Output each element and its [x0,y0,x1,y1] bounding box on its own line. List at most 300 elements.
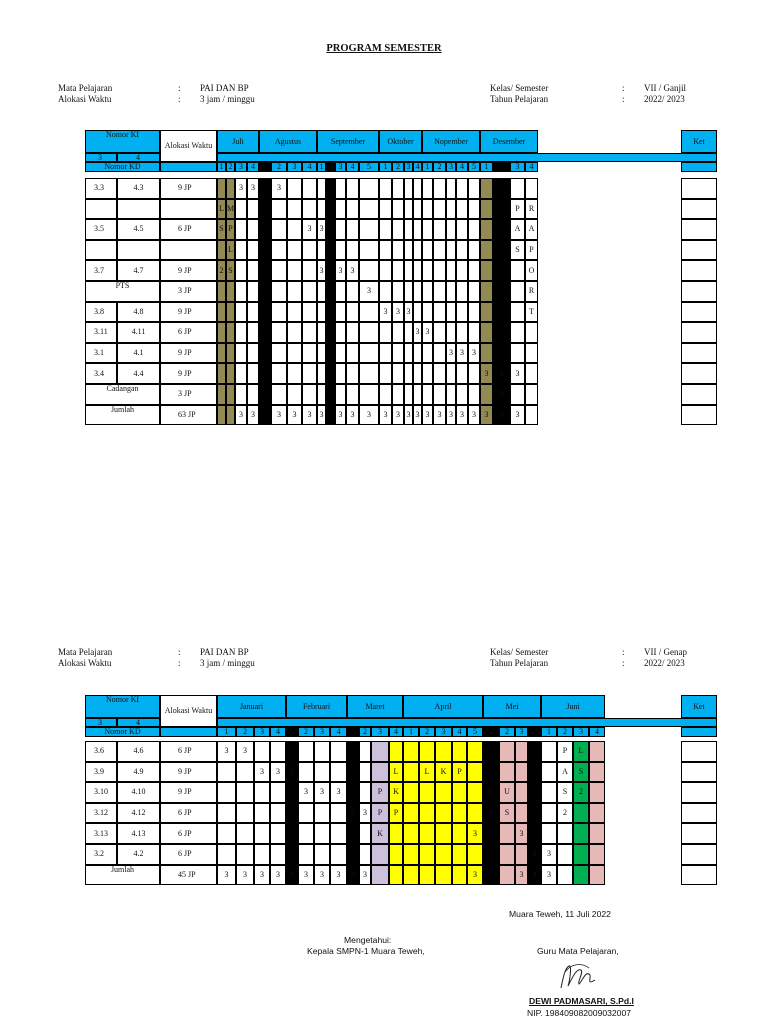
week-cell [270,782,286,803]
week-cell [271,240,287,261]
week-cell [404,322,413,343]
week-number: 2 [499,727,515,737]
jp-value: 45 JP [160,865,217,886]
month-header: Oktober [379,130,422,153]
week-cell [226,405,235,426]
week-cell [302,363,317,384]
week-cell [335,384,346,405]
schedule-mark: P [371,803,389,824]
week-cell [404,178,413,199]
schedule-mark: 3 [298,782,314,803]
week-cell [589,823,605,844]
week-cell [247,322,259,343]
week-number [259,162,271,172]
week-number: 2 [236,727,254,737]
schedule-mark: 3 [235,178,247,199]
week-cell [480,178,493,199]
kd-3: 3.9 [85,762,117,783]
week-cell [217,240,226,261]
schedule-mark: 3 [330,865,347,886]
kd-4 [117,240,160,261]
week-cell [589,803,605,824]
week-cell [483,865,499,886]
kd-4: 4.9 [117,762,160,783]
kd-3 [85,199,117,220]
week-cell [467,741,483,762]
schedule-mark: 3 [347,865,359,886]
week-cell [330,762,347,783]
schedule-mark: 3 [467,865,483,886]
week-cell [483,762,499,783]
week-cell [235,240,247,261]
week-cell [217,343,226,364]
alokasi-value-2: 3 jam / minggu [200,658,255,668]
week-cell [346,219,359,240]
week-cell [433,199,446,220]
week-cell [326,199,335,220]
week-cell [525,405,538,426]
schedule-mark: 3 [247,178,259,199]
week-number: 1 [480,162,493,172]
week-cell [346,281,359,302]
header-blank [160,727,217,737]
week-cell [217,405,226,426]
jp-value: 9 JP [160,363,217,384]
week-cell [510,384,525,405]
week-cell [217,384,226,405]
kd-3 [85,240,117,261]
week-cell [403,762,419,783]
jp-value: 9 JP [160,782,217,803]
label-kelas-1: Kelas/ Semester [490,83,549,93]
header-alokasi: Alokasi Waktu [160,130,217,162]
week-cell [247,240,259,261]
schedule-mark: P [371,782,389,803]
teacher-nip: NIP. 198409082009032007 [527,1008,632,1018]
week-cell [314,803,330,824]
week-cell [247,199,259,220]
week-cell [254,844,270,865]
week-number: 3 [371,727,389,737]
week-cell [259,384,271,405]
schedule-mark: 3 [404,405,413,426]
week-cell [287,384,302,405]
jp-value: 9 JP [160,302,217,323]
week-cell [456,322,468,343]
schedule-mark: S [483,803,499,824]
week-cell [217,823,236,844]
ket-cell [681,219,717,240]
header-nomor-ki: Nomor KI [85,130,160,153]
week-cell [422,240,433,261]
schedule-mark: 3 [317,260,326,281]
ket-cell [681,178,717,199]
week-cell [254,803,270,824]
schedule-mark: 3 [247,405,259,426]
week-cell [493,260,510,281]
week-number: 3 [235,162,247,172]
week-cell [493,178,510,199]
week-cell [483,823,499,844]
week-cell [226,322,235,343]
week-cell [371,844,389,865]
week-cell [236,844,254,865]
schedule-mark: 3 [347,803,359,824]
week-cell [452,844,467,865]
schedule-mark: P [226,219,235,240]
colon: : [178,94,181,104]
week-cell [468,260,480,281]
kelas-value-1: VII / Ganjil [644,83,686,93]
week-number: 4 [452,727,467,737]
week-cell [379,343,392,364]
week-cell [302,384,317,405]
week-cell [515,803,528,824]
week-cell [247,363,259,384]
week-cell [287,178,302,199]
schedule-mark: 3 [302,219,317,240]
week-cell [446,178,456,199]
jp-value: 6 JP [160,803,217,824]
week-cell [515,762,528,783]
week-cell [422,260,433,281]
week-cell [528,823,541,844]
kd-4: 4.12 [117,803,160,824]
week-cell [515,782,528,803]
week-cell [330,844,347,865]
jp-value: 63 JP [160,405,217,426]
label-kelas-2: Kelas/ Semester [490,647,549,657]
week-cell [493,281,510,302]
week-cell [317,322,326,343]
ket-cell [681,363,717,384]
ket-cell [681,762,717,783]
week-cell [359,199,379,220]
week-cell [298,762,314,783]
week-cell [499,823,515,844]
week-cell [392,199,404,220]
mapel-value-2: PAI DAN BP [200,647,249,657]
teacher-name: DEWI PADMASARI, S.Pd.I [529,996,634,1006]
week-cell [480,322,493,343]
week-cell [287,343,302,364]
week-cell [413,343,422,364]
label-tahun-2: Tahun Pelajaran [490,658,549,668]
week-number: 3 [254,727,270,737]
label-mapel-2: Mata Pelajaran [58,647,113,657]
week-cell [404,240,413,261]
label-mapel-1: Mata Pelajaran [58,83,113,93]
month-header: Mei [483,695,541,718]
week-number: 2 [226,162,235,172]
schedule-mark: K [371,823,389,844]
schedule-mark: L [419,762,435,783]
week-cell [541,803,557,824]
week-cell [589,762,605,783]
week-cell [392,363,404,384]
week-cell [468,322,480,343]
week-cell [422,343,433,364]
week-number: 2 [392,162,404,172]
week-cell [326,384,335,405]
schedule-mark: 3 [404,302,413,323]
week-cell [468,281,480,302]
week-cell [317,281,326,302]
jp-value: 9 JP [160,260,217,281]
week-cell [270,741,286,762]
kepala-label: Kepala SMPN-1 Muara Teweh, [307,946,425,956]
week-cell [317,240,326,261]
schedule-mark: 3 [541,844,557,865]
schedule-mark: 3 [422,322,433,343]
schedule-mark: 3 [456,405,468,426]
week-number: 3 [335,162,346,172]
week-cell [254,782,270,803]
ket-cell [681,322,717,343]
week-cell [480,343,493,364]
row-label: Cadangan [85,384,160,405]
week-cell [452,741,467,762]
schedule-mark: 3 [467,823,483,844]
week-cell [287,199,302,220]
week-cell [254,741,270,762]
week-number: 4 [302,162,317,172]
week-cell [528,803,541,824]
schedule-mark: 3 [271,405,287,426]
week-cell [419,844,435,865]
week-cell [235,199,247,220]
week-cell [271,302,287,323]
week-cell [302,199,317,220]
week-cell [335,343,346,364]
week-cell [468,302,480,323]
week-cell [510,178,525,199]
week-cell [236,803,254,824]
week-cell [557,844,573,865]
week-cell [379,363,392,384]
jp-value: 6 JP [160,823,217,844]
colon: : [622,647,625,657]
week-cell [510,260,525,281]
week-cell [271,384,287,405]
week-cell [573,823,589,844]
week-cell [271,322,287,343]
week-cell [557,865,573,886]
week-cell [326,405,335,426]
week-cell [557,823,573,844]
week-cell [392,322,404,343]
week-cell [573,865,589,886]
week-cell [271,260,287,281]
week-cell [467,782,483,803]
schedule-mark: 3 [446,343,456,364]
week-cell [286,741,298,762]
ket-cell [681,405,717,426]
week-number: 4 [247,162,259,172]
schedule-mark: 3 [359,865,371,886]
week-cell [259,343,271,364]
week-cell [480,384,493,405]
week-cell [392,260,404,281]
week-cell [589,865,605,886]
week-cell [404,260,413,281]
schedule-mark: A [510,219,525,240]
week-cell [259,363,271,384]
header-alokasi: Alokasi Waktu [160,695,217,727]
week-number: 5 [468,162,480,172]
week-cell [226,343,235,364]
schedule-mark: S [557,782,573,803]
week-cell [404,343,413,364]
week-cell [236,782,254,803]
header-nomor-ki: Nomor KI [85,695,160,718]
week-cell [359,782,371,803]
week-cell [446,384,456,405]
week-cell [404,219,413,240]
week-cell [419,865,435,886]
week-cell [499,844,515,865]
schedule-mark: 3 [286,865,298,886]
schedule-mark: R [525,199,538,220]
week-cell [510,322,525,343]
kd-4: 4.8 [117,302,160,323]
week-cell [259,199,271,220]
month-header: Februari [286,695,347,718]
week-cell [446,363,456,384]
week-cell [335,178,346,199]
schedule-mark: U [483,782,499,803]
schedule-mark: 3 [515,865,528,886]
week-cell [326,343,335,364]
week-cell [452,803,467,824]
header-ket-blank [681,727,717,737]
week-cell [298,803,314,824]
ket-cell [681,844,717,865]
week-number: 3 [510,162,525,172]
schedule-mark: 3 [446,405,456,426]
week-cell [359,363,379,384]
schedule-mark: 2 [217,260,226,281]
week-cell [247,384,259,405]
label-alokasi-2: Alokasi Waktu [58,658,112,668]
week-cell [515,844,528,865]
week-cell [389,823,403,844]
jp-value: 3 JP [160,281,217,302]
week-cell [359,219,379,240]
week-cell [452,865,467,886]
week-cell [298,844,314,865]
week-cell [446,302,456,323]
week-cell [330,823,347,844]
week-cell [317,343,326,364]
week-cell [467,762,483,783]
week-cell [403,741,419,762]
jp-value: 6 JP [160,844,217,865]
week-cell [422,363,433,384]
schedule-mark: 3 [379,405,392,426]
schedule-mark: 3 [287,405,302,426]
week-cell [287,281,302,302]
signature-scribble [555,958,601,994]
week-cell [259,178,271,199]
week-cell [480,302,493,323]
week-cell [435,844,452,865]
week-cell [287,363,302,384]
schedule-mark: 3 [510,363,525,384]
header-ki-3: 3 [85,718,117,727]
week-cell [247,219,259,240]
schedule-mark: 3 [314,782,330,803]
schedule-mark: 2 [573,782,589,803]
week-cell [346,178,359,199]
week-cell [422,178,433,199]
ket-cell [681,782,717,803]
schedule-mark: 3 [298,865,314,886]
week-cell [541,741,557,762]
week-cell [359,844,371,865]
week-cell [359,178,379,199]
schedule-mark: 3 [456,343,468,364]
week-cell [379,322,392,343]
schedule-mark: 3 [480,363,493,384]
month-header: Juli [217,130,259,153]
week-cell [335,302,346,323]
week-cell [525,178,538,199]
week-cell [446,219,456,240]
week-cell [302,322,317,343]
week-cell [226,178,235,199]
schedule-mark: 3 [468,405,480,426]
week-cell [235,260,247,281]
week-cell [302,260,317,281]
week-cell [483,844,499,865]
header-blank-strip [217,718,717,727]
week-cell [271,281,287,302]
ket-cell [681,823,717,844]
week-cell [468,178,480,199]
week-cell [314,844,330,865]
week-cell [433,343,446,364]
week-cell [422,384,433,405]
week-cell [298,741,314,762]
week-cell [528,782,541,803]
week-cell [236,762,254,783]
jp-value: 6 JP [160,219,217,240]
kd-3: 3.2 [85,844,117,865]
week-cell [541,823,557,844]
kelas-value-2: VII / Genap [644,647,687,657]
week-number: 1 [422,162,433,172]
week-cell [359,322,379,343]
week-cell [259,322,271,343]
week-number: 4 [389,727,403,737]
schedule-mark: 3 [493,363,510,384]
schedule-mark: P [525,240,538,261]
week-cell [217,782,236,803]
week-cell [235,302,247,323]
week-cell [359,741,371,762]
week-number [493,162,510,172]
week-cell [499,762,515,783]
schedule-mark: 3 [468,343,480,364]
schedule-mark: 3 [392,302,404,323]
week-cell [270,844,286,865]
week-cell [435,823,452,844]
colon: : [178,658,181,668]
week-cell [235,322,247,343]
schedule-mark: S [217,219,226,240]
week-cell [573,844,589,865]
